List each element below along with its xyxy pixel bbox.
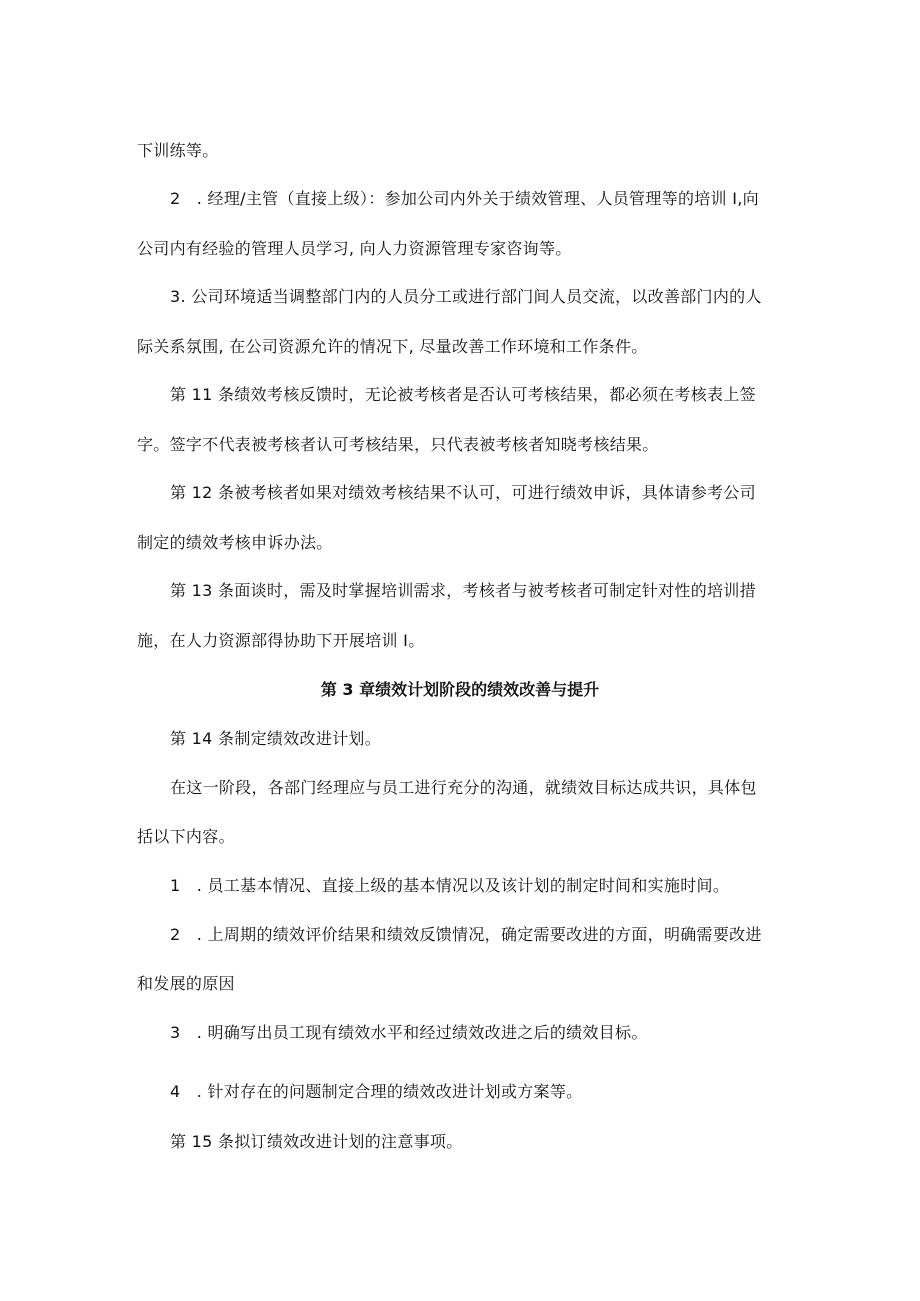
text-line-1: 下训练等。	[137, 141, 219, 160]
text-line-10: 第 13 条面谈时，需及时掌握培训需求，考核者与被考核者可制定针对性的培训措	[170, 581, 756, 600]
text-line-14: 在这一阶段，各部门经理应与员工进行充分的沟通，就绩效目标达成共识，具体包	[170, 778, 757, 797]
text-line-3: 公司内有经验的管理人员学习, 向人力资源管理专家咨询等。	[137, 239, 572, 258]
text-line-9: 制定的绩效考核申诉办法。	[137, 533, 333, 552]
text-line-5: 际关系氛围, 在公司资源允许的情况下, 尽量改善工作环境和工作条件。	[137, 337, 648, 356]
text-line-4: 3. 公司环境适当调整部门内的人员分工或进行部门间人员交流，以改善部门内的人	[170, 287, 762, 306]
text-line-18: 和发展的原因	[137, 974, 235, 993]
text-line-21: 第 15 条拟订绩效改进计划的注意事项。	[170, 1132, 463, 1151]
text-line-6: 第 11 条绩效考核反馈时，无论被考核者是否认可考核结果，都必须在考核表上签	[170, 385, 756, 404]
text-line-15: 括以下内容。	[137, 827, 235, 846]
text-line-11: 施，在人力资源部得协助下开展培训 I。	[137, 631, 425, 650]
text-line-19: 3 . 明确写出员工现有绩效水平和经过绩效改进之后的绩效目标。	[170, 1023, 648, 1042]
text-line-20: 4 . 针对存在的问题制定合理的绩效改进计划或方案等。	[170, 1082, 583, 1101]
chapter-heading: 第 3 章绩效计划阶段的绩效改善与提升	[320, 680, 600, 699]
text-line-17: 2 . 上周期的绩效评价结果和绩效反馈情况，确定需要改进的方面，明确需要改进	[170, 925, 762, 944]
text-line-7: 字。签字不代表被考核者认可考核结果，只代表被考核者知晓考核结果。	[137, 435, 659, 454]
text-line-8: 第 12 条被考核者如果对绩效考核结果不认可，可进行绩效申诉，具体请参考公司	[170, 483, 756, 502]
text-line-13: 第 14 条制定绩效改进计划。	[170, 729, 382, 748]
text-line-16: 1 . 员工基本情况、直接上级的基本情况以及该计划的制定时间和实施时间。	[170, 876, 730, 895]
text-line-2: 2 . 经理/主管（直接上级）：参加公司内外关于绩效管理、人员管理等的培训 I,向	[170, 189, 759, 208]
